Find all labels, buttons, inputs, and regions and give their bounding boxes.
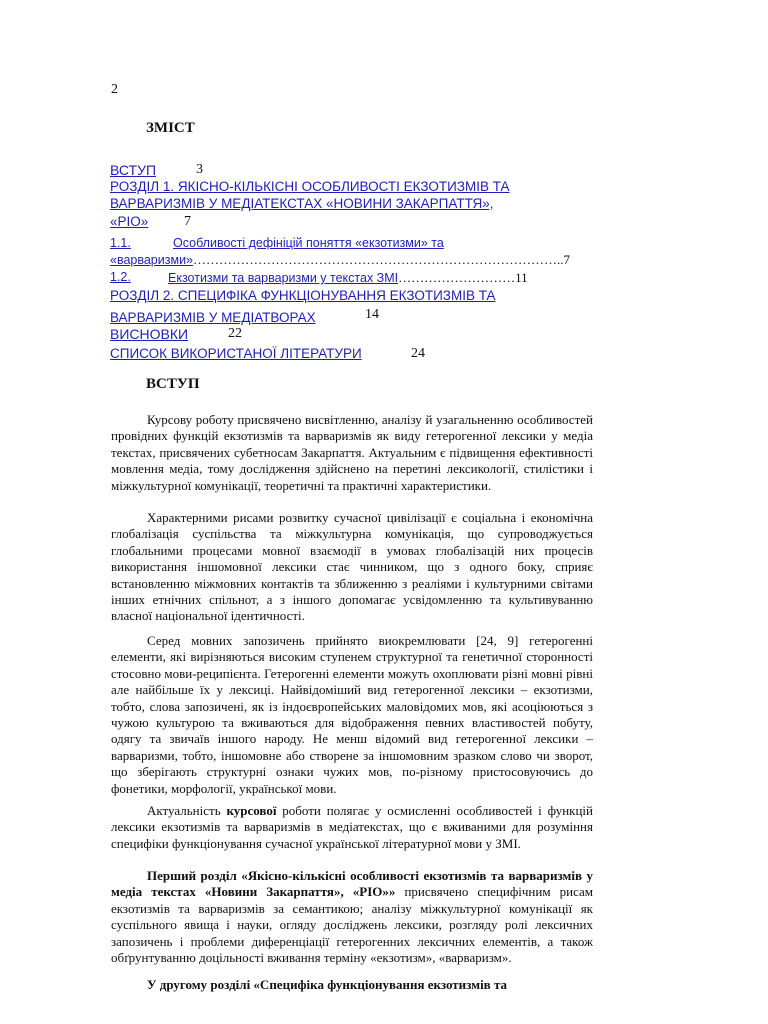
paragraph-4-bold: курсової bbox=[226, 803, 277, 818]
toc-entry-1-2 bbox=[110, 270, 131, 284]
toc-page-1-1: 7 bbox=[563, 252, 571, 267]
toc-link-1-1-num[interactable]: 1.1. bbox=[110, 236, 131, 250]
page-number: 2 bbox=[111, 82, 118, 97]
toc-link-chapter1-line2[interactable]: ВАРВАРИЗМІВ У МЕДІАТЕКСТАХ «НОВИНИ ЗАКАРПАТТЯ», bbox=[110, 196, 494, 211]
toc-entry-intro bbox=[110, 162, 156, 178]
toc-page-references: 24 bbox=[411, 346, 425, 361]
paragraph-5-bold: Перший розділ «Якісно-кількісні особливості екзотизмів та варваризмів у медіа текстах «Новини Закарпаття», «РІО»» bbox=[111, 868, 593, 900]
toc-entry-1-1 bbox=[110, 236, 131, 250]
toc-page-intro: 3 bbox=[196, 162, 203, 177]
toc-entry-chapter2 bbox=[110, 285, 496, 329]
toc-link-conclusions[interactable]: ВИСНОВКИ bbox=[110, 326, 189, 342]
toc-dots-1-1: ………………………………………………………………………….. bbox=[193, 252, 564, 267]
paragraph-6: У другому розділі «Специфіка функціонування екзотизмів та bbox=[147, 977, 507, 992]
paragraph-4-start: Актуальність bbox=[147, 803, 227, 818]
toc-link-intro[interactable]: ВСТУП bbox=[110, 162, 157, 178]
paragraph-4 bbox=[111, 803, 593, 852]
toc-entry-chapter1-cont bbox=[110, 214, 148, 229]
toc-page-conclusions: 22 bbox=[228, 326, 242, 341]
paragraph-2: Характерними рисами розвитку сучасної цивілізації є соціальна і економічна глобалізація суспільства та міжкультурна комунікація, що супроводжується глобальними процесами мовної взаємодії в умовах глобалізацій них процесів використання іншомовної лексики стає чинником, що з одного боку, сприяє встановленню міжмовних контактів та зближенню з реаліями і культурними світами інших етнічних спільнот, а з іншого допомагає усвідомленню та культивуванню власної національної ідентичності. bbox=[111, 510, 593, 624]
paragraph-5 bbox=[111, 868, 593, 966]
toc-link-1-2-num[interactable]: 1.2. bbox=[110, 270, 131, 284]
toc-link-1-1-line1[interactable]: Особливості дефініцій поняття «екзотизми» та bbox=[173, 236, 444, 250]
toc-entry-conclusions bbox=[110, 326, 188, 342]
toc-entry-1-1-line2 bbox=[110, 252, 570, 268]
toc-link-chapter1-line3[interactable]: «РІО» bbox=[110, 214, 149, 229]
toc-page-chapter2: 14 bbox=[365, 307, 379, 322]
paragraph-1: Курсову роботу присвячено висвітленню, аналізу й узагальненню особливостей провідних функцій екзотизмів та варваризмів як виду гетерогенної лексики у медіа текстах, присвячених субетносам Закарпаття. Актуальним є підвищення ефективності мовлення медіа, тому дослідження здійснено на перетині лексикології, стилістики і міжкультурної комунікації, теоретичні та практичні характеристики. bbox=[111, 412, 593, 493]
toc-entry-chapter1 bbox=[110, 178, 510, 212]
toc-page-1-2: 11 bbox=[515, 270, 528, 285]
toc-entry-references bbox=[110, 346, 362, 361]
toc-title: ЗМІСТ bbox=[146, 120, 195, 136]
toc-entry-1-1-title bbox=[173, 236, 444, 250]
toc-link-1-2[interactable]: Екзотизми та варваризми у текстах ЗМІ bbox=[168, 271, 399, 285]
paragraph-5-end: присвячено специфічним рисам екзотизмів та варваризмів за семантикою; аналізу міжкультурної комунікації як суспільного явища і науки, огляду досліджень лексики, розгляду ролі лексичних запозичень і проблеми диференціації гетерогенних лексичних елементів, а також обґрунтуванню доцільності вживання терміну «екзотизм», «варваризм». bbox=[111, 884, 594, 966]
toc-entry-1-2-title bbox=[168, 270, 528, 286]
toc-link-1-1-line2[interactable]: «варваризми» bbox=[110, 253, 194, 267]
paragraph-3: Серед мовних запозичень прийнято виокремлювати [24, 9] гетерогенні елементи, які вирізняються високим ступенем структурної та генетичної сторонності стосовно мови-реципієнта. Гетерогенні елементи можуть охоплювати різні мовні рівні але найбільше їх у лексиці. Найвідоміший вид гетерогенної лексики – екзотизми, тобто, слова запозичені, як із індоєвропейських маловідомих мов, які асоціюються з чужою культурою та вживаються для відображення певних властивостей побуту, одягу та звичаїв іншого народу. Не менш відомий вид гетерогенної лексики – варваризми, тобто, іншомовне або створене за іншомовним зразком слово чи зворот, що зберігають структурні ознаки чужих мов, по-різному пристосовуючись до фонетики, морфології, української мови. bbox=[111, 633, 593, 796]
toc-link-chapter2-line1[interactable]: РОЗДІЛ 2. СПЕЦИФІКА ФУНКЦІОНУВАННЯ ЕКЗОТИЗМІВ ТА bbox=[110, 288, 496, 303]
toc-dots-1-2: ……………………… bbox=[398, 270, 516, 285]
toc-page-chapter1: 7 bbox=[184, 214, 191, 229]
toc-link-chapter1-line1[interactable]: РОЗДІЛ 1. ЯКІСНО-КІЛЬКІСНІ ОСОБЛИВОСТІ ЕКЗОТИЗМІВ ТА bbox=[110, 179, 510, 194]
intro-heading: ВСТУП bbox=[146, 376, 200, 392]
toc-link-references[interactable]: СПИСОК ВИКОРИСТАНОЇ ЛІТЕРАТУРИ bbox=[110, 346, 362, 361]
paragraph-4-end: роботи полягає у осмисленні особливостей і функцій лексики екзотизмів та варваризмів в медіатекстах, що є вживаними для розуміння специфіки функціонування сучасної української літературної мови у ЗМІ. bbox=[111, 803, 593, 851]
toc-link-chapter2-line2[interactable]: ВАРВАРИЗМІВ У МЕДІАТВОРАХ bbox=[110, 310, 316, 325]
